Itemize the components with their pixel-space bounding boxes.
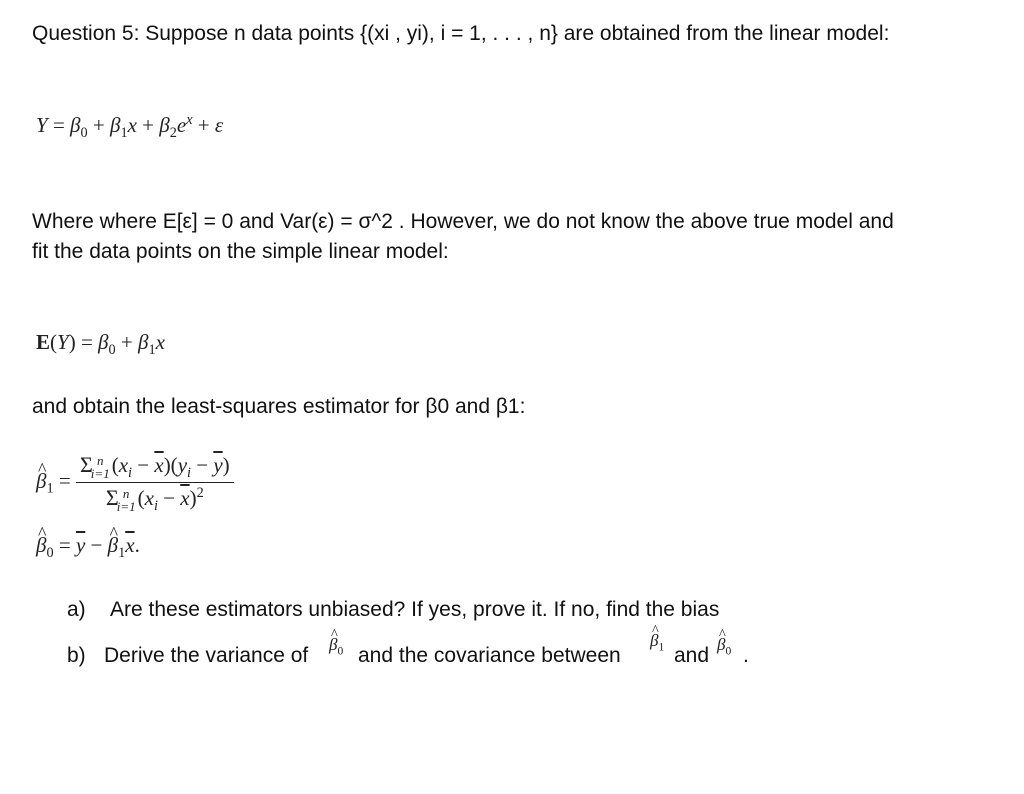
part-b-text-3: and <box>674 644 710 667</box>
beta1-hat-formula: ^ $\beta_1$ = Σ n i=1 $(x_i - \overline{x})(y_i - \overline{y})$ Σ n i=1 $(x_i - \overline{x})^2$ <box>36 452 234 513</box>
assumption-line-2: fit the data points on the simple linear model: <box>32 240 449 263</box>
beta0-hat-formula: ^ $\beta_0 = \overline{y}$ − ^ $\beta_1\overline{x}$. <box>36 533 140 558</box>
part-a-label: a) <box>67 598 86 621</box>
part-b-label: b) <box>67 644 86 667</box>
question-title: Question 5: Suppose n data points {(xi , yi), i = 1, . . . , n} are obtained from the linear model: <box>32 22 890 45</box>
assumption-line-1: Where where E[ε] = 0 and Var(ε) = σ^2 . However, we do not know the above true model and <box>32 210 894 233</box>
part-a-text: Are these estimators unbiased? If yes, prove it. If no, find the bias <box>110 598 720 621</box>
part-b-text-1: Derive the variance of <box>104 644 309 667</box>
estimator-intro: and obtain the least-squares estimator for β0 and β1: <box>32 395 526 418</box>
part-b-text-2: and the covariance between <box>358 644 621 667</box>
part-b-beta1-hat: ^ $\beta_1$ <box>650 631 664 651</box>
fitted-model-equation: $E(Y) = \beta_0 + \beta_1x$ <box>36 330 165 359</box>
true-model-equation: $Y = \beta_0 + \beta_1x + \beta_2e^x + \varepsilon$ <box>36 112 224 142</box>
part-b-beta0-hat-2: ^ $\beta_0$ <box>717 635 731 655</box>
part-b-beta0-hat: ^ $\beta_0$ <box>329 635 343 655</box>
beta1-fraction: Σ n i=1 $(x_i - \overline{x})(y_i - \overline{y})$ Σ n i=1 $(x_i - \overline{x})^2$ <box>76 452 234 513</box>
part-b-text-4: . <box>743 644 749 667</box>
